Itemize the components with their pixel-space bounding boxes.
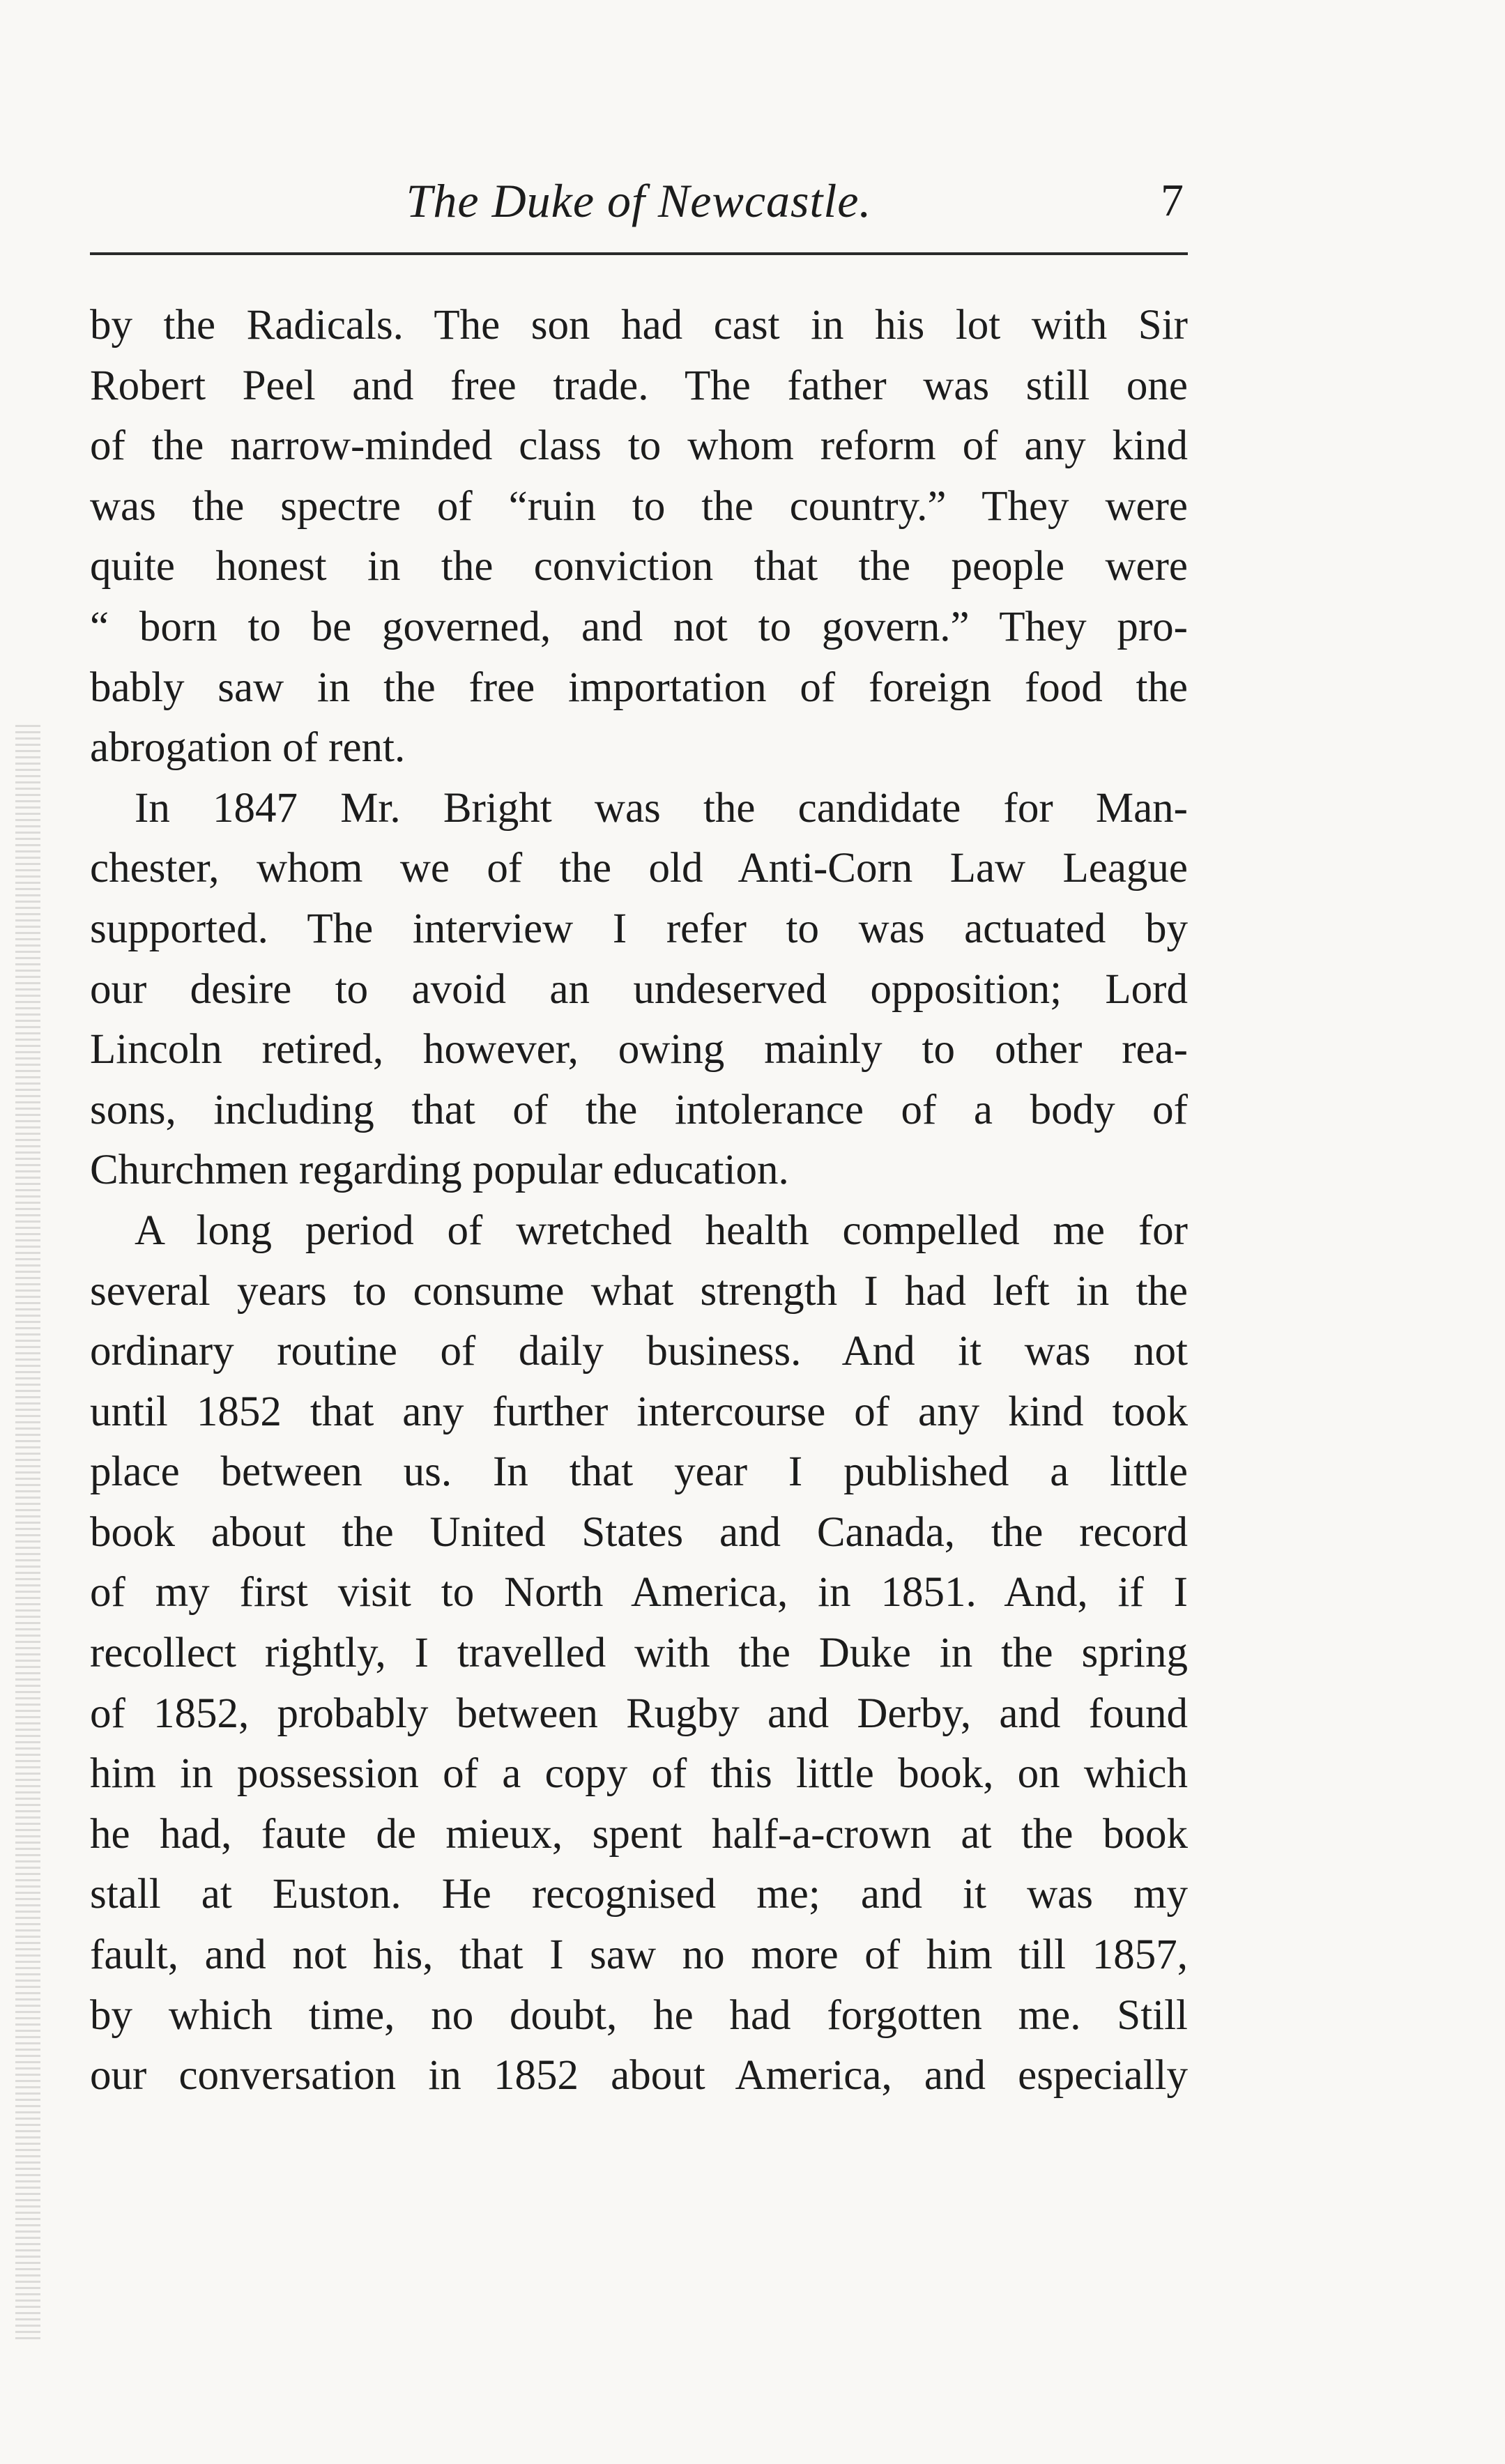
text-line: Lincoln retired, however, owing mainly to other rea- — [90, 1026, 1188, 1073]
text-line: Churchmen regarding popular education. — [90, 1147, 789, 1194]
text-line: of 1852, probably between Rugby and Derby, and found — [90, 1690, 1188, 1737]
text-line: abrogation of rent. — [90, 724, 406, 772]
text-line: quite honest in the conviction that the people were — [90, 543, 1188, 590]
text-line: sons, including that of the intolerance of a body of — [90, 1086, 1188, 1133]
text-line: book about the United States and Canada, the record — [90, 1508, 1188, 1556]
paragraph-start-line: In 1847 Mr. Bright was the candidate for Man- — [135, 784, 1188, 832]
text-line: fault, and not his, that I saw no more of him till 1857, — [90, 1931, 1188, 1979]
text-line: he had, faute de mieux, spent half-a-crown at the book — [90, 1810, 1188, 1858]
binding-gutter-shadow — [15, 725, 40, 2342]
text-line: supported. The interview I refer to was actuated by — [90, 905, 1188, 952]
text-line: by the Radicals. The son had cast in his lot with Sir — [90, 302, 1188, 349]
text-line: place between us. In that year I published a little — [90, 1448, 1188, 1496]
text-line: recollect rightly, I travelled with the Duke in the spring — [90, 1630, 1188, 1677]
text-line: ordinary routine of daily business. And it was not — [90, 1328, 1188, 1375]
text-line: stall at Euston. He recognised me; and it was my — [90, 1871, 1188, 1918]
text-line: of my first visit to North America, in 1851. And, if I — [90, 1569, 1188, 1616]
text-line: chester, whom we of the old Anti-Corn Law League — [90, 845, 1188, 892]
text-line: him in possession of a copy of this little book, on which — [90, 1750, 1188, 1798]
text-line: our desire to avoid an undeserved opposition; Lord — [90, 965, 1188, 1013]
text-line: was the spectre of “ruin to the country.” They were — [90, 482, 1188, 530]
text-line: Robert Peel and free trade. The father was still one — [90, 362, 1188, 409]
paragraph-start-line: A long period of wretched health compelled me for — [135, 1207, 1188, 1254]
page-header — [90, 166, 1188, 236]
text-line: of the narrow-minded class to whom reform of any kind — [90, 422, 1188, 470]
text-line: “ born to be governed, and not to govern.” They pro- — [90, 603, 1188, 650]
header-rule — [90, 252, 1188, 255]
text-line: bably saw in the free importation of foreign food the — [90, 664, 1188, 711]
body-text — [90, 296, 1188, 2106]
text-line: by which time, no doubt, he had forgotten me. Still — [90, 1991, 1188, 2039]
running-title: The Duke of Newcastle. — [406, 174, 872, 227]
text-line: several years to consume what strength I had left in the — [90, 1267, 1188, 1315]
text-line: our conversation in 1852 about America, and especially — [90, 2052, 1188, 2099]
page-number: 7 — [1161, 175, 1184, 226]
text-line: until 1852 that any further intercourse of any kind took — [90, 1388, 1188, 1435]
